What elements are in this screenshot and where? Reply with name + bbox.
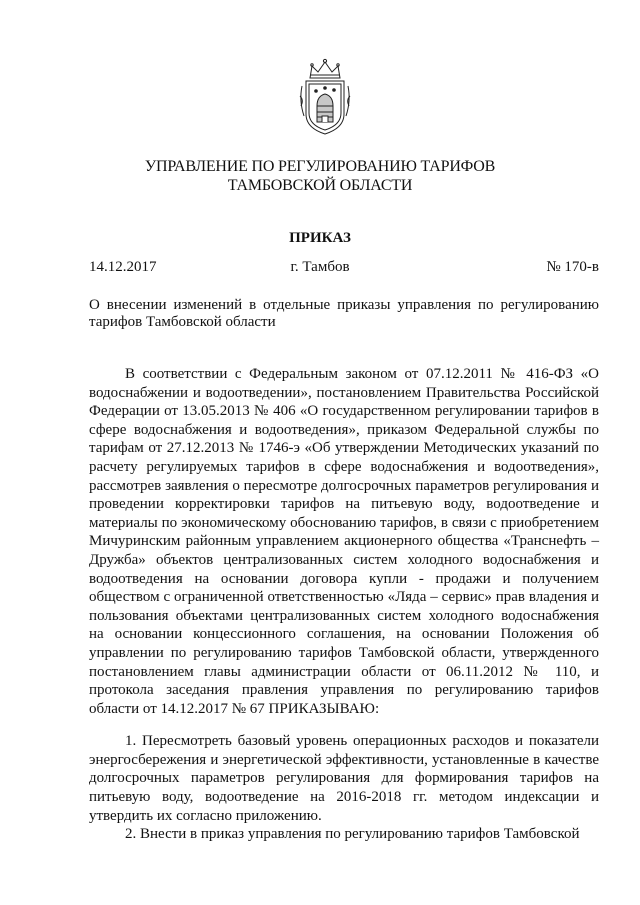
document-body <box>89 365 599 844</box>
document-title: ПРИКАЗ <box>289 230 351 246</box>
document-city: г. Тамбов <box>290 259 350 275</box>
coat-of-arms-emblem <box>298 56 352 136</box>
organization-name-line1: УПРАВЛЕНИЕ ПО РЕГУЛИРОВАНИЮ ТАРИФОВ <box>144 158 496 175</box>
document-date: 14.12.2017 <box>89 259 157 275</box>
order-item-2: 2. Внести в приказ управления по регулированию тарифов Тамбовской <box>125 826 580 843</box>
document-number: № 170-в <box>546 259 599 275</box>
document-subject: О внесении изменений в отдельные приказы управления по регулированию тарифов Тамбовской области <box>89 297 599 330</box>
order-item-1: 1. Пересмотреть базовый уровень операционных расходов и показатели энергосбережения и энергетической эффективности, установленные в качестве долгосрочных параметров регулирования для формирования тарифов на питьевую воду, водоотведение на 2016-2018 гг. методом индексации и утвердить их согласно приложению. <box>89 733 599 824</box>
preamble-paragraph: В соответствии с Федеральным законом от 07.12.2011 № 416-ФЗ «О водоснабжении и водоотведении», постановлением Правительства Российской Федерации от 13.05.2013 № 406 «О государственном регулировании тарифов в сфере водоснабжения и водоотведения», приказом Федеральной службы по тарифам от 27.12.2013 № 1746-э «Об утверждении Методических указаний по расчету регулируемых тарифов в сфере водоснабжения и водоотведения», рассмотрев заявления о пересмотре долгосрочных параметров регулирования и проведении корректировки тарифов на питьевую воду, водоотведение и материалы по экономическому обоснованию тарифов, в связи с приобретением Мичуринским районным управлением акционерного общества «Транснефть – Дружба» объектов централизованных систем холодного водоснабжения и водоотведения на основании договора купли - продажи и получением обществом с ограниченной ответственностью «Лядa – сервис» прав владения и пользования объектами централизованных систем холодного водоснабжения на основании концессионного соглашения, на основании Положения об управлении по регулированию тарифов Тамбовской области, утвержденного постановлением главы администрации области от 06.11.2012 № 110, и протокола заседания правления управления по регулированию тарифов области от 14.12.2017 № 67 ПРИКАЗЫВАЮ: <box>89 366 599 717</box>
organization-name-line2: ТАМБОВСКОЙ ОБЛАСТИ <box>227 177 413 194</box>
